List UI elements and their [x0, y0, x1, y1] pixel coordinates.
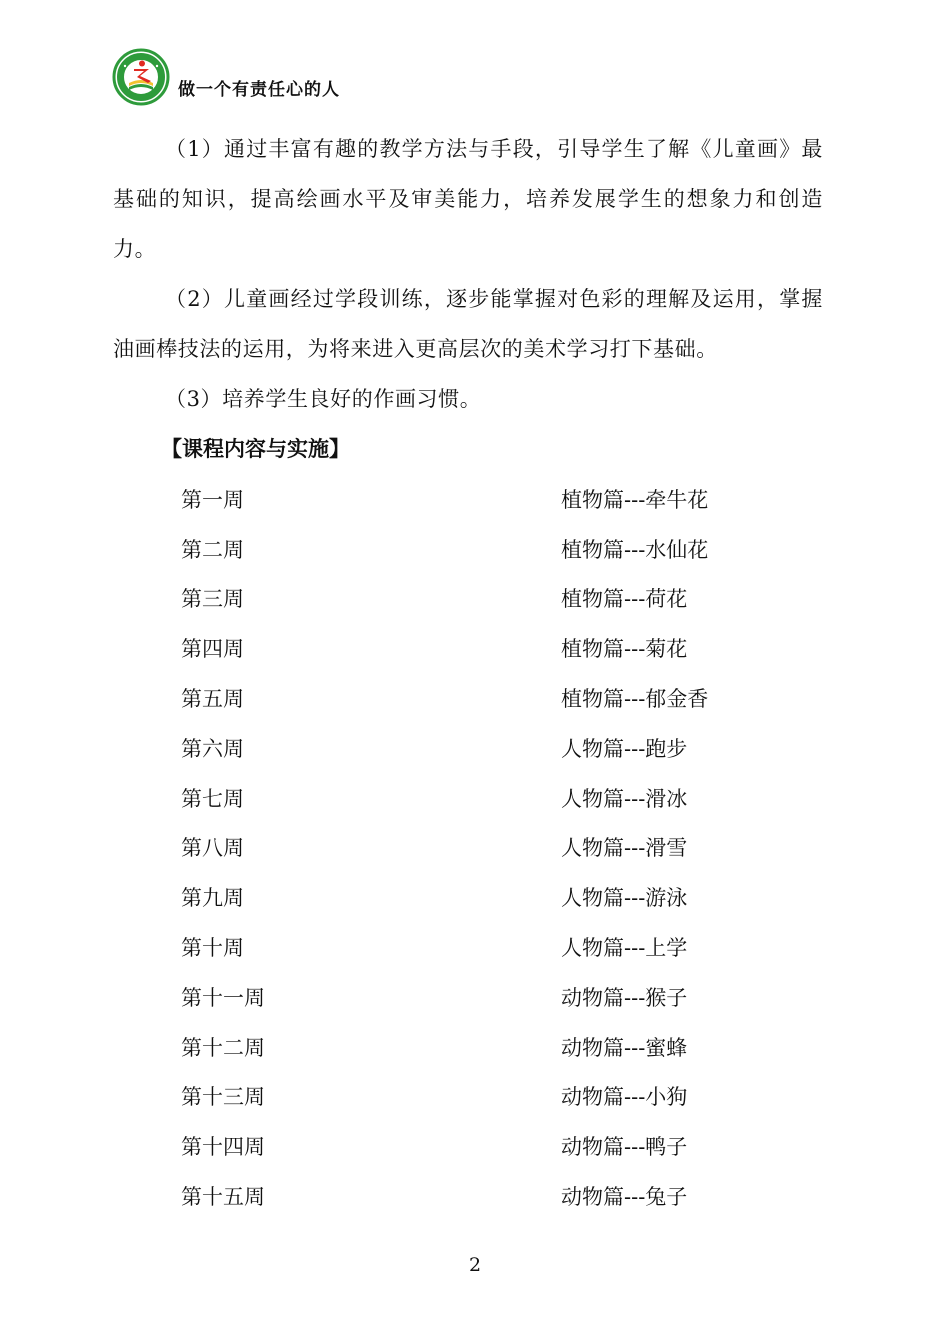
goal-paragraph-3: （3）培养学生良好的作画习惯。	[165, 387, 482, 411]
schedule-row	[113, 972, 823, 1022]
goal-paragraph-1: （1）通过丰富有趣的教学方法与手段，引导学生了解《儿童画》最基础的知识，提高绘画水平及审美能力，培养发展学生的想象力和创造力。	[113, 137, 823, 261]
schedule-week: 第七周	[181, 786, 244, 811]
schedule-topic: 植物篇---水仙花	[561, 537, 709, 562]
schedule-week: 第十二周	[181, 1035, 265, 1060]
schedule-row	[113, 922, 823, 972]
schedule-week: 第三周	[181, 587, 244, 612]
schedule-topic: 动物篇---鸭子	[561, 1135, 688, 1160]
schedule-week: 第二周	[181, 537, 244, 562]
page-header	[112, 48, 340, 106]
schedule-week: 第四周	[181, 637, 244, 662]
schedule-week: 第一周	[181, 487, 244, 512]
schedule-topic: 动物篇---猴子	[561, 985, 688, 1010]
schedule-week: 第十一周	[181, 985, 265, 1010]
section-heading-course-content: 【课程内容与实施】	[161, 437, 350, 461]
schedule-row	[113, 773, 823, 823]
schedule-topic: 人物篇---滑冰	[561, 786, 688, 811]
schedule-row	[113, 574, 823, 624]
schedule-row	[113, 872, 823, 922]
schedule-topic: 人物篇---游泳	[561, 886, 688, 911]
schedule-week: 第八周	[181, 836, 244, 861]
school-logo-icon	[112, 48, 170, 106]
schedule-row	[113, 474, 823, 524]
schedule-topic: 植物篇---菊花	[561, 637, 688, 662]
schedule-topic: 动物篇---兔子	[561, 1185, 688, 1210]
header-motto: 做一个有责任心的人	[178, 79, 340, 100]
schedule-topic: 动物篇---小狗	[561, 1085, 688, 1110]
schedule-week: 第十周	[181, 936, 244, 961]
schedule-week: 第十三周	[181, 1085, 265, 1110]
schedule-row	[113, 1072, 823, 1122]
schedule-topic: 人物篇---跑步	[561, 736, 688, 761]
schedule-row	[113, 673, 823, 723]
schedule-topic: 植物篇---郁金香	[561, 687, 709, 712]
schedule-row	[113, 1121, 823, 1171]
schedule-row	[113, 623, 823, 673]
schedule-row	[113, 723, 823, 773]
course-schedule	[113, 474, 823, 1221]
schedule-topic: 植物篇---牵牛花	[561, 487, 709, 512]
goal-paragraph-2: （2）儿童画经过学段训练，逐步能掌握对色彩的理解及运用，掌握油画棒技法的运用，为将来进入更高层次的美术学习打下基础。	[113, 287, 823, 361]
schedule-week: 第六周	[181, 736, 244, 761]
schedule-week: 第九周	[181, 886, 244, 911]
page-number: 2	[468, 1254, 482, 1276]
schedule-week: 第十五周	[181, 1185, 265, 1210]
schedule-topic: 人物篇---滑雪	[561, 836, 688, 861]
schedule-week: 第十四周	[181, 1135, 265, 1160]
schedule-row	[113, 1171, 823, 1221]
schedule-topic: 植物篇---荷花	[561, 587, 688, 612]
schedule-row	[113, 823, 823, 873]
schedule-row	[113, 1022, 823, 1072]
schedule-row	[113, 524, 823, 574]
schedule-topic: 动物篇---蜜蜂	[561, 1035, 688, 1060]
page-content	[113, 124, 823, 1221]
schedule-week: 第五周	[181, 687, 244, 712]
schedule-topic: 人物篇---上学	[561, 936, 688, 961]
